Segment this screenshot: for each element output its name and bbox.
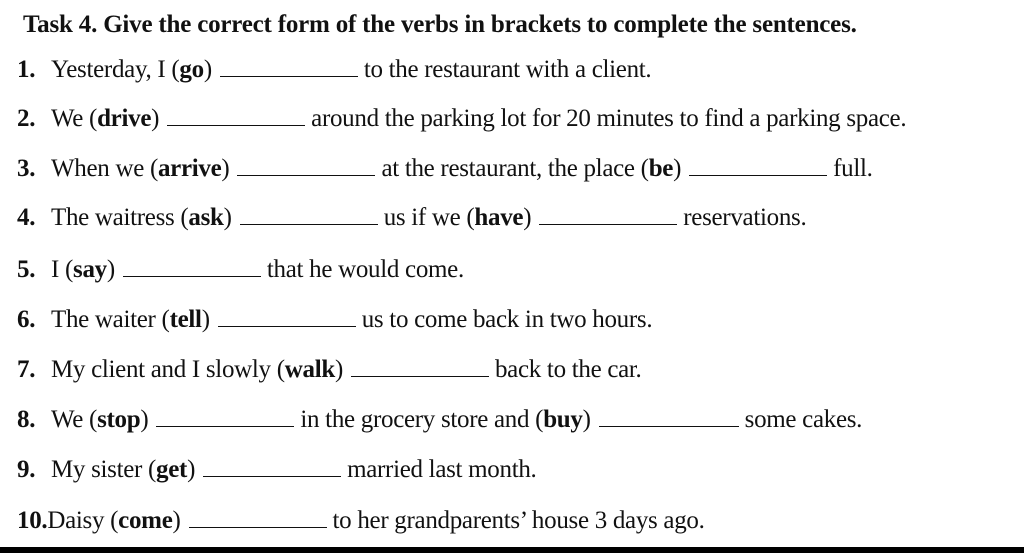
item-verb: arrive [157, 155, 222, 182]
task-label: Task 4. [23, 11, 98, 38]
item-text: ) [523, 204, 532, 231]
answer-blank[interactable] [123, 256, 261, 277]
item-number: 7. [17, 356, 36, 383]
item-text: ) [106, 256, 115, 283]
item-number: 8. [17, 406, 36, 433]
exercise-item-8 [17, 405, 862, 435]
item-text: ) [172, 507, 181, 534]
item-verb: go [179, 56, 204, 83]
exercise-item-6 [17, 305, 652, 335]
item-text: Daisy ( [47, 507, 119, 534]
item-text: some cakes. [744, 406, 863, 433]
item-verb: buy [543, 406, 583, 433]
item-text: ) [201, 306, 210, 333]
item-verb: be [648, 155, 674, 182]
item-verb: stop [97, 406, 141, 433]
item-verb: ask [188, 204, 224, 231]
exercise-item-4 [17, 203, 806, 233]
item-text: ) [151, 105, 160, 132]
item-number: 5. [17, 256, 36, 283]
answer-blank[interactable] [220, 56, 358, 77]
item-text: I ( [51, 256, 74, 283]
item-number: 6. [17, 306, 36, 333]
exercise-item-10 [17, 506, 705, 536]
exercise-item-9 [17, 455, 537, 485]
answer-blank[interactable] [689, 155, 827, 176]
item-text: us if we ( [383, 204, 475, 231]
item-verb: say [73, 256, 107, 283]
item-number: 1. [17, 56, 36, 83]
item-verb: get [156, 456, 188, 483]
answer-blank[interactable] [167, 105, 305, 126]
item-verb: come [118, 507, 173, 534]
answer-blank[interactable] [240, 204, 378, 225]
item-text: at the restaurant, the place ( [381, 155, 649, 182]
item-text: We ( [51, 105, 98, 132]
item-text: ) [334, 356, 343, 383]
item-number: 4. [17, 204, 36, 231]
item-text: My client and I slowly ( [51, 356, 285, 383]
item-number: 9. [17, 456, 36, 483]
item-text: My sister ( [51, 456, 157, 483]
item-number: 3. [17, 155, 36, 182]
item-text: The waitress ( [51, 204, 189, 231]
item-text: ) [187, 456, 196, 483]
answer-blank[interactable] [218, 306, 356, 327]
item-number: 10. [17, 507, 48, 534]
answer-blank[interactable] [156, 406, 294, 427]
task-instruction: Give the correct form of the verbs in brackets to complete the sentences. [103, 11, 857, 38]
item-text: reservations. [683, 204, 807, 231]
item-text: ) [223, 204, 232, 231]
exercise-item-5 [17, 255, 464, 285]
item-verb: tell [169, 306, 202, 333]
item-text: us to come back in two hours. [361, 306, 653, 333]
exercise-item-2 [17, 104, 906, 134]
exercise-item-7 [17, 355, 642, 385]
item-text: ) [203, 56, 212, 83]
answer-blank[interactable] [189, 507, 327, 528]
item-number: 2. [17, 105, 36, 132]
bottom-border [0, 547, 1024, 553]
item-verb: have [474, 204, 524, 231]
item-text: back to the car. [494, 356, 642, 383]
item-text: The waiter ( [51, 306, 170, 333]
item-text: When we ( [51, 155, 158, 182]
item-text: ) [582, 406, 591, 433]
item-text: around the parking lot for 20 minutes to find a parking space. [311, 105, 907, 132]
item-text: full. [833, 155, 873, 182]
item-text: We ( [51, 406, 98, 433]
item-verb: drive [97, 105, 152, 132]
item-text: that he would come. [266, 256, 464, 283]
task-title [23, 11, 857, 39]
item-text: to her grandparents’ house 3 days ago. [332, 507, 705, 534]
item-verb: walk [284, 356, 335, 383]
answer-blank[interactable] [539, 204, 677, 225]
answer-blank[interactable] [203, 456, 341, 477]
answer-blank[interactable] [237, 155, 375, 176]
answer-blank[interactable] [599, 406, 739, 427]
item-text: ) [221, 155, 230, 182]
exercise-item-1 [17, 55, 651, 85]
exercise-item-3 [17, 154, 873, 184]
item-text: to the restaurant with a client. [363, 56, 652, 83]
item-text: in the grocery store and ( [300, 406, 544, 433]
item-text: ) [140, 406, 149, 433]
answer-blank[interactable] [351, 356, 489, 377]
item-text: married last month. [347, 456, 537, 483]
item-text: ) [673, 155, 682, 182]
item-text: Yesterday, I ( [51, 56, 180, 83]
